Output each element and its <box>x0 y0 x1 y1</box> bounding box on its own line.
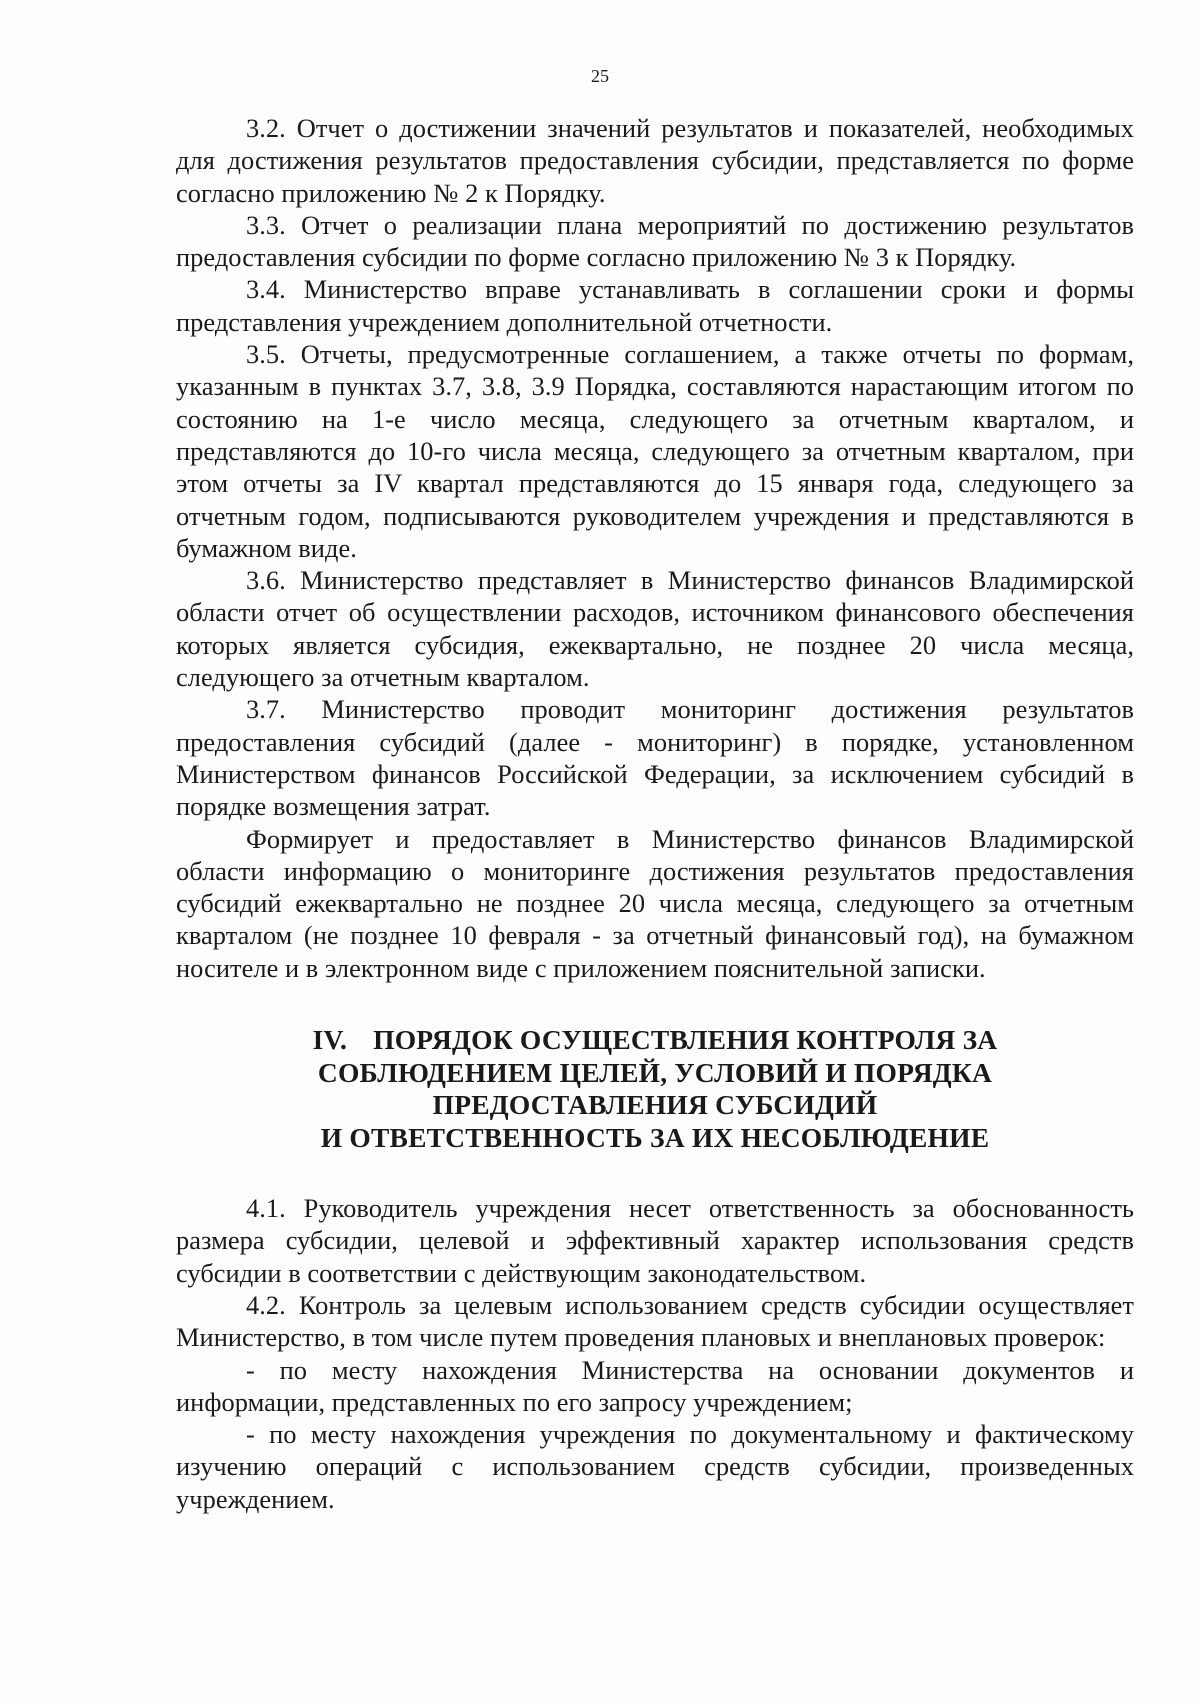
paragraph-3-7: 3.7. Министерство проводит мониторинг достижения результатов предоставления субсидий (далее - мониторинг) в порядке, установленном Министерством финансов Российской Федерации, за исключением субсидий в порядке возмещения затрат. <box>176 694 1134 822</box>
paragraph-3-3: 3.3. Отчет о реализации плана мероприятий по достижению результатов предоставления субсидии по форме согласно приложению № 3 к Порядку. <box>176 209 1134 273</box>
paragraph-3-4: 3.4. Министерство вправе устанавливать в соглашении сроки и формы представления учреждением дополнительной отчетности. <box>176 274 1134 337</box>
section-heading-4 <box>176 1024 1134 1154</box>
list-item-ministry-location: - по месту нахождения Министерства на основании документов и информации, представленных по его запросу учреждением; <box>176 1354 1134 1417</box>
heading-number: IV. <box>312 1024 348 1056</box>
document-body <box>176 112 1134 1515</box>
page-number: 25 <box>591 66 609 86</box>
heading-text-1: ПОРЯДОК ОСУЩЕСТВЛЕНИЯ КОНТРОЛЯ ЗА <box>373 1024 998 1056</box>
heading-line-2: СОБЛЮДЕНИЕМ ЦЕЛЕЙ, УСЛОВИЙ И ПОРЯДКА <box>317 1056 993 1088</box>
paragraph-3-6: 3.6. Министерство представляет в Министерство финансов Владимирской области отчет об осуществлении расходов, источником финансового обеспечения которых является субсидия, ежеквартально, не позднее 20 числа месяца, следующего за отчетным кварталом. <box>176 565 1134 693</box>
paragraph-4-1: 4.1. Руководитель учреждения несет ответственность за обоснованность размера субсидии, целевой и эффективный характер использования средств субсидии в соответствии с действующим законодательством. <box>176 1193 1134 1288</box>
heading-line-4: И ОТВЕТСТВЕННОСТЬ ЗА ИХ НЕСОБЛЮДЕНИЕ <box>320 1121 990 1153</box>
heading-line-1 <box>176 1024 1134 1057</box>
paragraph-3-5: 3.5. Отчеты, предусмотренные соглашением, а также отчеты по формам, указанным в пунктах 3.7, 3.8, 3.9 Порядка, составляются нарастающим итогом по состоянию на 1-е число месяца, следующего за отчетным кварталом, и представляются до 10-го числа месяца, следующего за отчетным кварталом, при этом отчеты за IV квартал представляются до 15 января года, следующего за отчетным годом, подписываются руководителем учреждения и представляются в бумажном виде. <box>176 339 1134 563</box>
heading-line-3: ПРЕДОСТАВЛЕНИЯ СУБСИДИЙ <box>432 1089 878 1121</box>
paragraph-4-2: 4.2. Контроль за целевым использованием средств субсидии осуществляет Министерство, в том числе путем проведения плановых и внеплановых проверок: <box>176 1289 1134 1353</box>
paragraph-3-2: 3.2. Отчет о достижении значений результатов и показателей, необходимых для достижения результатов предоставления субсидии, представляется по форме согласно приложению № 2 к Порядку. <box>176 113 1134 208</box>
list-item-institution-location: - по месту нахождения учреждения по документальному и фактическому изучению операций с использованием средств субсидии, произведенных учреждением. <box>176 1419 1134 1514</box>
paragraph-3-7-continued: Формирует и предоставляет в Министерство финансов Владимирской области информацию о мониторинге достижения результатов предоставления субсидий ежеквартально не позднее 20 числа месяца, следующего за отчетным кварталом (не позднее 10 февраля - за отчетный финансовый год), на бумажном носителе и в электронном виде с приложением пояснительной записки. <box>176 823 1134 983</box>
